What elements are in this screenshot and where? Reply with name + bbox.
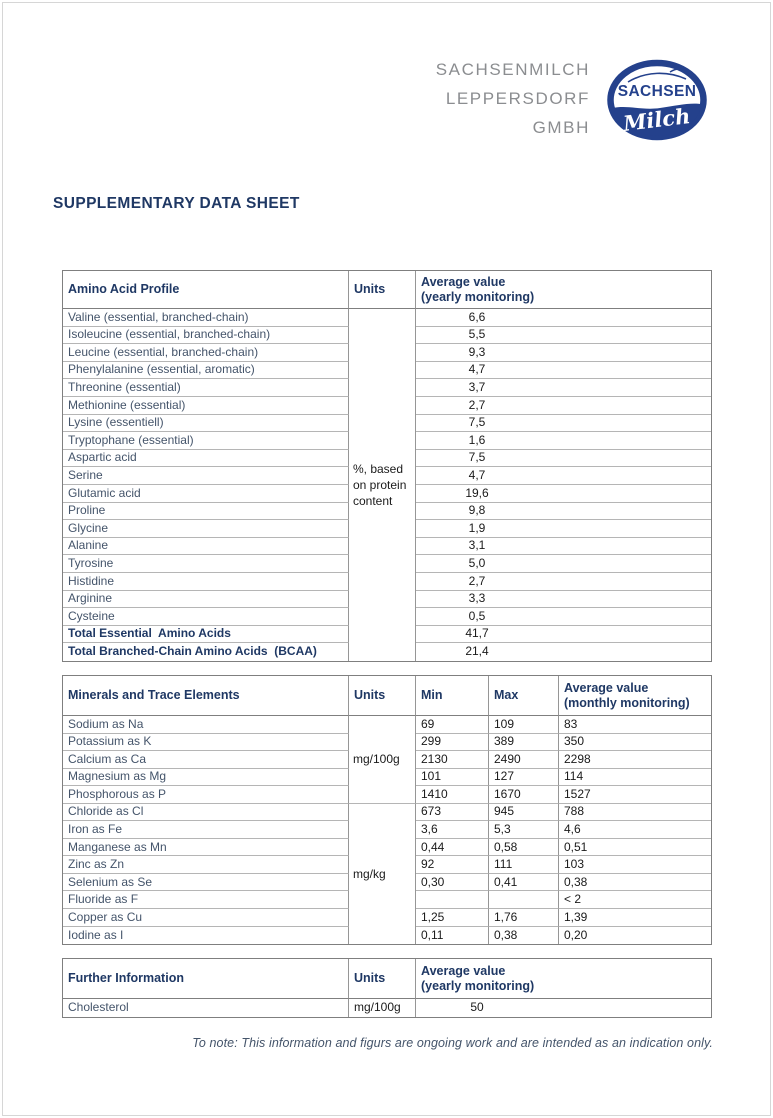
mineral-row-min: 101 [416,769,489,787]
mineral-row-min: 92 [416,856,489,874]
mineral-row-max: 127 [489,769,559,787]
amino-row-label: Phenylalanine (essential, aromatic) [63,362,349,380]
amino-units-cell: %, based on protein content [349,309,416,661]
mineral-row-label: Fluoride as F [63,891,349,909]
minerals-header-max: Max [489,676,559,716]
mineral-row-label: Copper as Cu [63,909,349,927]
amino-row-value [416,591,711,609]
mineral-row-min: 0,30 [416,874,489,892]
amino-row-label: Isoleucine (essential, branched-chain) [63,327,349,345]
amino-row-value [416,327,711,345]
amino-row-label: Tyrosine [63,555,349,573]
amino-row-value-number: 2,7 [468,573,486,588]
amino-row-value-number: 6,6 [468,309,486,324]
mineral-row-average: 4,6 [559,821,711,839]
mineral-row-max: 389 [489,734,559,752]
mineral-row-max: 111 [489,856,559,874]
amino-row-label: Cysteine [63,608,349,626]
amino-row-value-number: 7,5 [468,450,486,465]
amino-row-value [416,450,711,468]
mineral-row-average: 1527 [559,786,711,804]
mineral-row-average: 0,38 [559,874,711,892]
mineral-row-average: 350 [559,734,711,752]
amino-row-label: Threonine (essential) [63,379,349,397]
company-line-3: GMBH [532,118,590,137]
amino-row-label: Proline [63,503,349,521]
further-header-average-line1: Average value [421,963,506,978]
amino-row-value [416,344,711,362]
mineral-row-label: Iron as Fe [63,821,349,839]
amino-row-label: Total Essential Amino Acids [63,626,349,644]
amino-row-value-number: 3,7 [468,380,486,395]
amino-header-average [416,271,711,309]
mineral-row-label: Chloride as Cl [63,804,349,822]
mineral-row-average: 114 [559,769,711,787]
amino-row-value [416,538,711,556]
amino-row-label: Lysine (essentiell) [63,415,349,433]
mineral-row-min: 1,25 [416,909,489,927]
amino-row-label: Serine [63,467,349,485]
amino-row-label: Glutamic acid [63,485,349,503]
mineral-units-cell: mg/kg [349,804,416,944]
mineral-row-max: 0,38 [489,927,559,945]
amino-row-value-number: 3,3 [468,591,486,606]
mineral-row-max [489,891,559,909]
mineral-row-average: 2298 [559,751,711,769]
amino-row-value [416,503,711,521]
mineral-row-max: 945 [489,804,559,822]
amino-header-average-line2: (yearly monitoring) [421,289,535,304]
amino-row-label: Arginine [63,591,349,609]
mineral-row-label: Manganese as Mn [63,839,349,857]
amino-row-value [416,379,711,397]
mineral-row-label: Magnesium as Mg [63,769,349,787]
minerals-header-units: Units [349,676,416,716]
amino-row-value-number: 41,7 [465,626,489,641]
mineral-row-label: Potassium as K [63,734,349,752]
amino-row-value [416,397,711,415]
mineral-row-average: 0,20 [564,927,588,942]
mineral-row-average: 103 [559,856,711,874]
footer-note: To note: This information and figurs are ongoing work and are intended as an indication only. [192,1036,713,1050]
minerals-header-min: Min [416,676,489,716]
amino-row-value [416,608,711,626]
amino-header-name: Amino Acid Profile [63,271,349,309]
amino-row-value-number: 19,6 [465,485,489,500]
amino-row-label: Leucine (essential, branched-chain) [63,344,349,362]
minerals-header-name: Minerals and Trace Elements [63,676,349,716]
mineral-row-min: 0,11 [416,927,489,945]
amino-row-value [416,643,711,661]
company-line-1: SACHSENMILCH [435,60,590,79]
amino-row-value [416,309,711,327]
mineral-row-label: Phosphorous as P [63,786,349,804]
amino-row-label: Alanine [63,538,349,556]
minerals-header-average-line2: (monthly monitoring) [564,695,690,710]
amino-row-label: Aspartic acid [63,450,349,468]
mineral-row-max: 2490 [489,751,559,769]
amino-row-label: Total Branched-Chain Amino Acids (BCAA) [63,643,349,661]
amino-row-label: Valine (essential, branched-chain) [63,309,349,327]
minerals-header-average-line1: Average value [564,680,649,695]
mineral-row-min: 1410 [416,786,489,804]
mineral-row-max: 5,3 [489,821,559,839]
amino-row-value-number: 9,8 [468,503,486,518]
amino-row-value [416,555,711,573]
amino-row-value [416,362,711,380]
mineral-row-max: 1,76 [489,909,559,927]
company-name-block [436,55,590,142]
mineral-row-max: 1670 [489,786,559,804]
amino-row-value-number: 21,4 [465,644,489,659]
further-row-label: Cholesterol [63,999,349,1017]
amino-row-value [416,626,711,644]
logo-top-text: SACHSEN [617,83,697,100]
further-information-table [62,958,712,1018]
amino-row-value [416,573,711,591]
mineral-row-label: Iodine as I [63,927,349,945]
amino-header-average-line1: Average value [421,274,506,289]
mineral-row-min: 2130 [416,751,489,769]
mineral-row-min: 299 [416,734,489,752]
minerals-table [62,675,712,945]
mineral-row-max: 109 [489,716,559,734]
further-header-name: Further Information [63,959,349,999]
mineral-row-average: 1,39 [559,909,711,927]
logo-bottom-text: Milch [621,103,692,137]
sachsenmilch-logo [606,58,708,147]
mineral-row-min: 0,44 [416,839,489,857]
further-header-average [416,959,711,999]
amino-row-value [416,467,711,485]
amino-row-value-number: 2,7 [468,397,486,412]
mineral-row-max: 0,58 [489,839,559,857]
minerals-header-average [559,676,711,716]
mineral-row-max: 0,41 [489,874,559,892]
amino-row-value-number: 1,9 [468,520,486,535]
amino-row-label: Methionine (essential) [63,397,349,415]
amino-row-value-number: 9,3 [468,344,486,359]
further-header-units: Units [349,959,416,999]
amino-row-value [416,485,711,503]
amino-row-value [416,415,711,433]
mineral-row-average: < 2 [559,891,711,909]
mineral-row-min: 69 [416,716,489,734]
page-title: SUPPLEMENTARY DATA SHEET [53,195,300,212]
mineral-units-cell: mg/100g [349,716,416,804]
mineral-row-label: Zinc as Zn [63,856,349,874]
mineral-row-average: 788 [559,804,711,822]
amino-row-label: Glycine [63,520,349,538]
amino-row-label: Histidine [63,573,349,591]
amino-header-units: Units [349,271,416,309]
amino-row-value [416,520,711,538]
further-row-value [416,999,711,1017]
mineral-row-label: Sodium as Na [63,716,349,734]
further-header-average-line2: (yearly monitoring) [421,978,535,993]
amino-row-value-number: 3,1 [468,538,486,553]
amino-row-value [416,432,711,450]
amino-acid-table [62,270,712,662]
amino-row-value-number: 4,7 [468,468,486,483]
mineral-row-label: Selenium as Se [63,874,349,892]
amino-row-value-number: 5,0 [468,556,486,571]
amino-row-label: Tryptophane (essential) [63,432,349,450]
mineral-row-min: 3,6 [416,821,489,839]
mineral-row-label: Calcium as Ca [63,751,349,769]
amino-row-value-number: 7,5 [468,415,486,430]
mineral-row-min: 673 [416,804,489,822]
further-row-units: mg/100g [349,999,416,1017]
mineral-row-average: 83 [559,716,711,734]
amino-row-value-number: 4,7 [468,362,486,377]
company-line-2: LEPPERSDORF [445,89,590,108]
further-row-value-number: 50 [470,1000,484,1015]
mineral-row-min [416,891,489,909]
amino-row-value-number: 0,5 [468,608,486,623]
amino-row-value-number: 1,6 [468,432,486,447]
mineral-row-average: 0,51 [559,839,711,857]
amino-row-value-number: 5,5 [468,327,486,342]
